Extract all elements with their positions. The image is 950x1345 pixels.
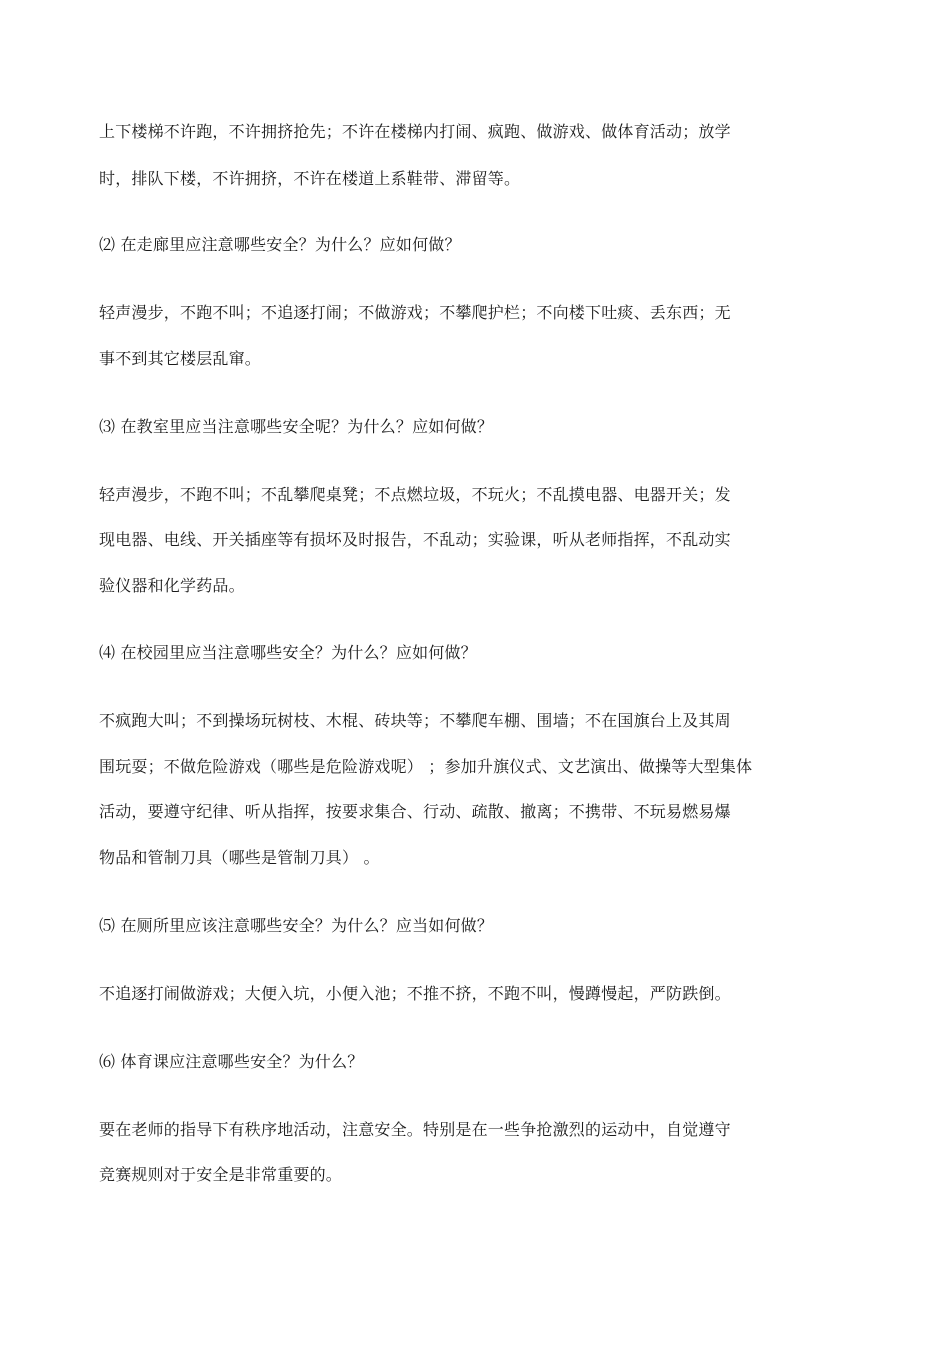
answer-5-line-1: 不追逐打闹做游戏；大便入坑，小便入池；不推不挤，不跑不叫，慢蹲慢起，严防跌倒。 xyxy=(99,984,731,1003)
answer-2-line-2: 事不到其它楼层乱窜。 xyxy=(99,349,262,368)
answer-3-line-2: 现电器、电线、开关插座等有损坏及时报告，不乱动；实验课，听从老师指挥，不乱动实 xyxy=(99,530,731,549)
answer-4-line-1: 不疯跑大叫；不到操场玩树枝、木棍、砖块等；不攀爬车棚、围墙；不在国旗台上及其周 xyxy=(99,711,731,730)
answer-4-line-3: 活动，要遵守纪律、听从指挥，按要求集合、行动、疏散、撤离；不携带、不玩易燃易爆 xyxy=(99,802,731,821)
answer-3-line-3: 验仪器和化学药品。 xyxy=(99,576,245,595)
question-4: ⑷ 在校园里应当注意哪些安全？为什么？应如何做？ xyxy=(99,643,477,662)
answer-6-line-1: 要在老师的指导下有秩序地活动，注意安全。特别是在一些争抢激烈的运动中，自觉遵守 xyxy=(99,1120,731,1139)
answer-4-line-2: 围玩耍；不做危险游戏（哪些是危险游戏呢） ；参加升旗仪式、文艺演出、做操等大型集体 xyxy=(99,757,753,776)
stairs-answer-line-1: 上下楼梯不许跑，不许拥挤抢先；不许在楼梯内打闹、疯跑、做游戏、做体育活动；放学 xyxy=(99,122,731,141)
question-2: ⑵ 在走廊里应注意哪些安全？为什么？应如何做？ xyxy=(99,235,461,254)
answer-2-line-1: 轻声漫步，不跑不叫；不追逐打闹；不做游戏；不攀爬护栏；不向楼下吐痰、丢东西；无 xyxy=(99,303,731,322)
question-3: ⑶ 在教室里应当注意哪些安全呢？为什么？应如何做？ xyxy=(99,417,494,436)
answer-3-line-1: 轻声漫步，不跑不叫；不乱攀爬桌凳；不点燃垃圾，不玩火；不乱摸电器、电器开关；发 xyxy=(99,485,731,504)
question-6: ⑹ 体育课应注意哪些安全？为什么？ xyxy=(99,1052,364,1071)
question-5: ⑸ 在厕所里应该注意哪些安全？为什么？应当如何做？ xyxy=(99,916,494,935)
answer-4-line-4: 物品和管制刀具（哪些是管制刀具） 。 xyxy=(99,848,380,867)
stairs-answer-line-2: 时，排队下楼，不许拥挤，不许在楼道上系鞋带、滞留等。 xyxy=(99,169,521,188)
answer-6-line-2: 竞赛规则对于安全是非常重要的。 xyxy=(99,1165,343,1184)
